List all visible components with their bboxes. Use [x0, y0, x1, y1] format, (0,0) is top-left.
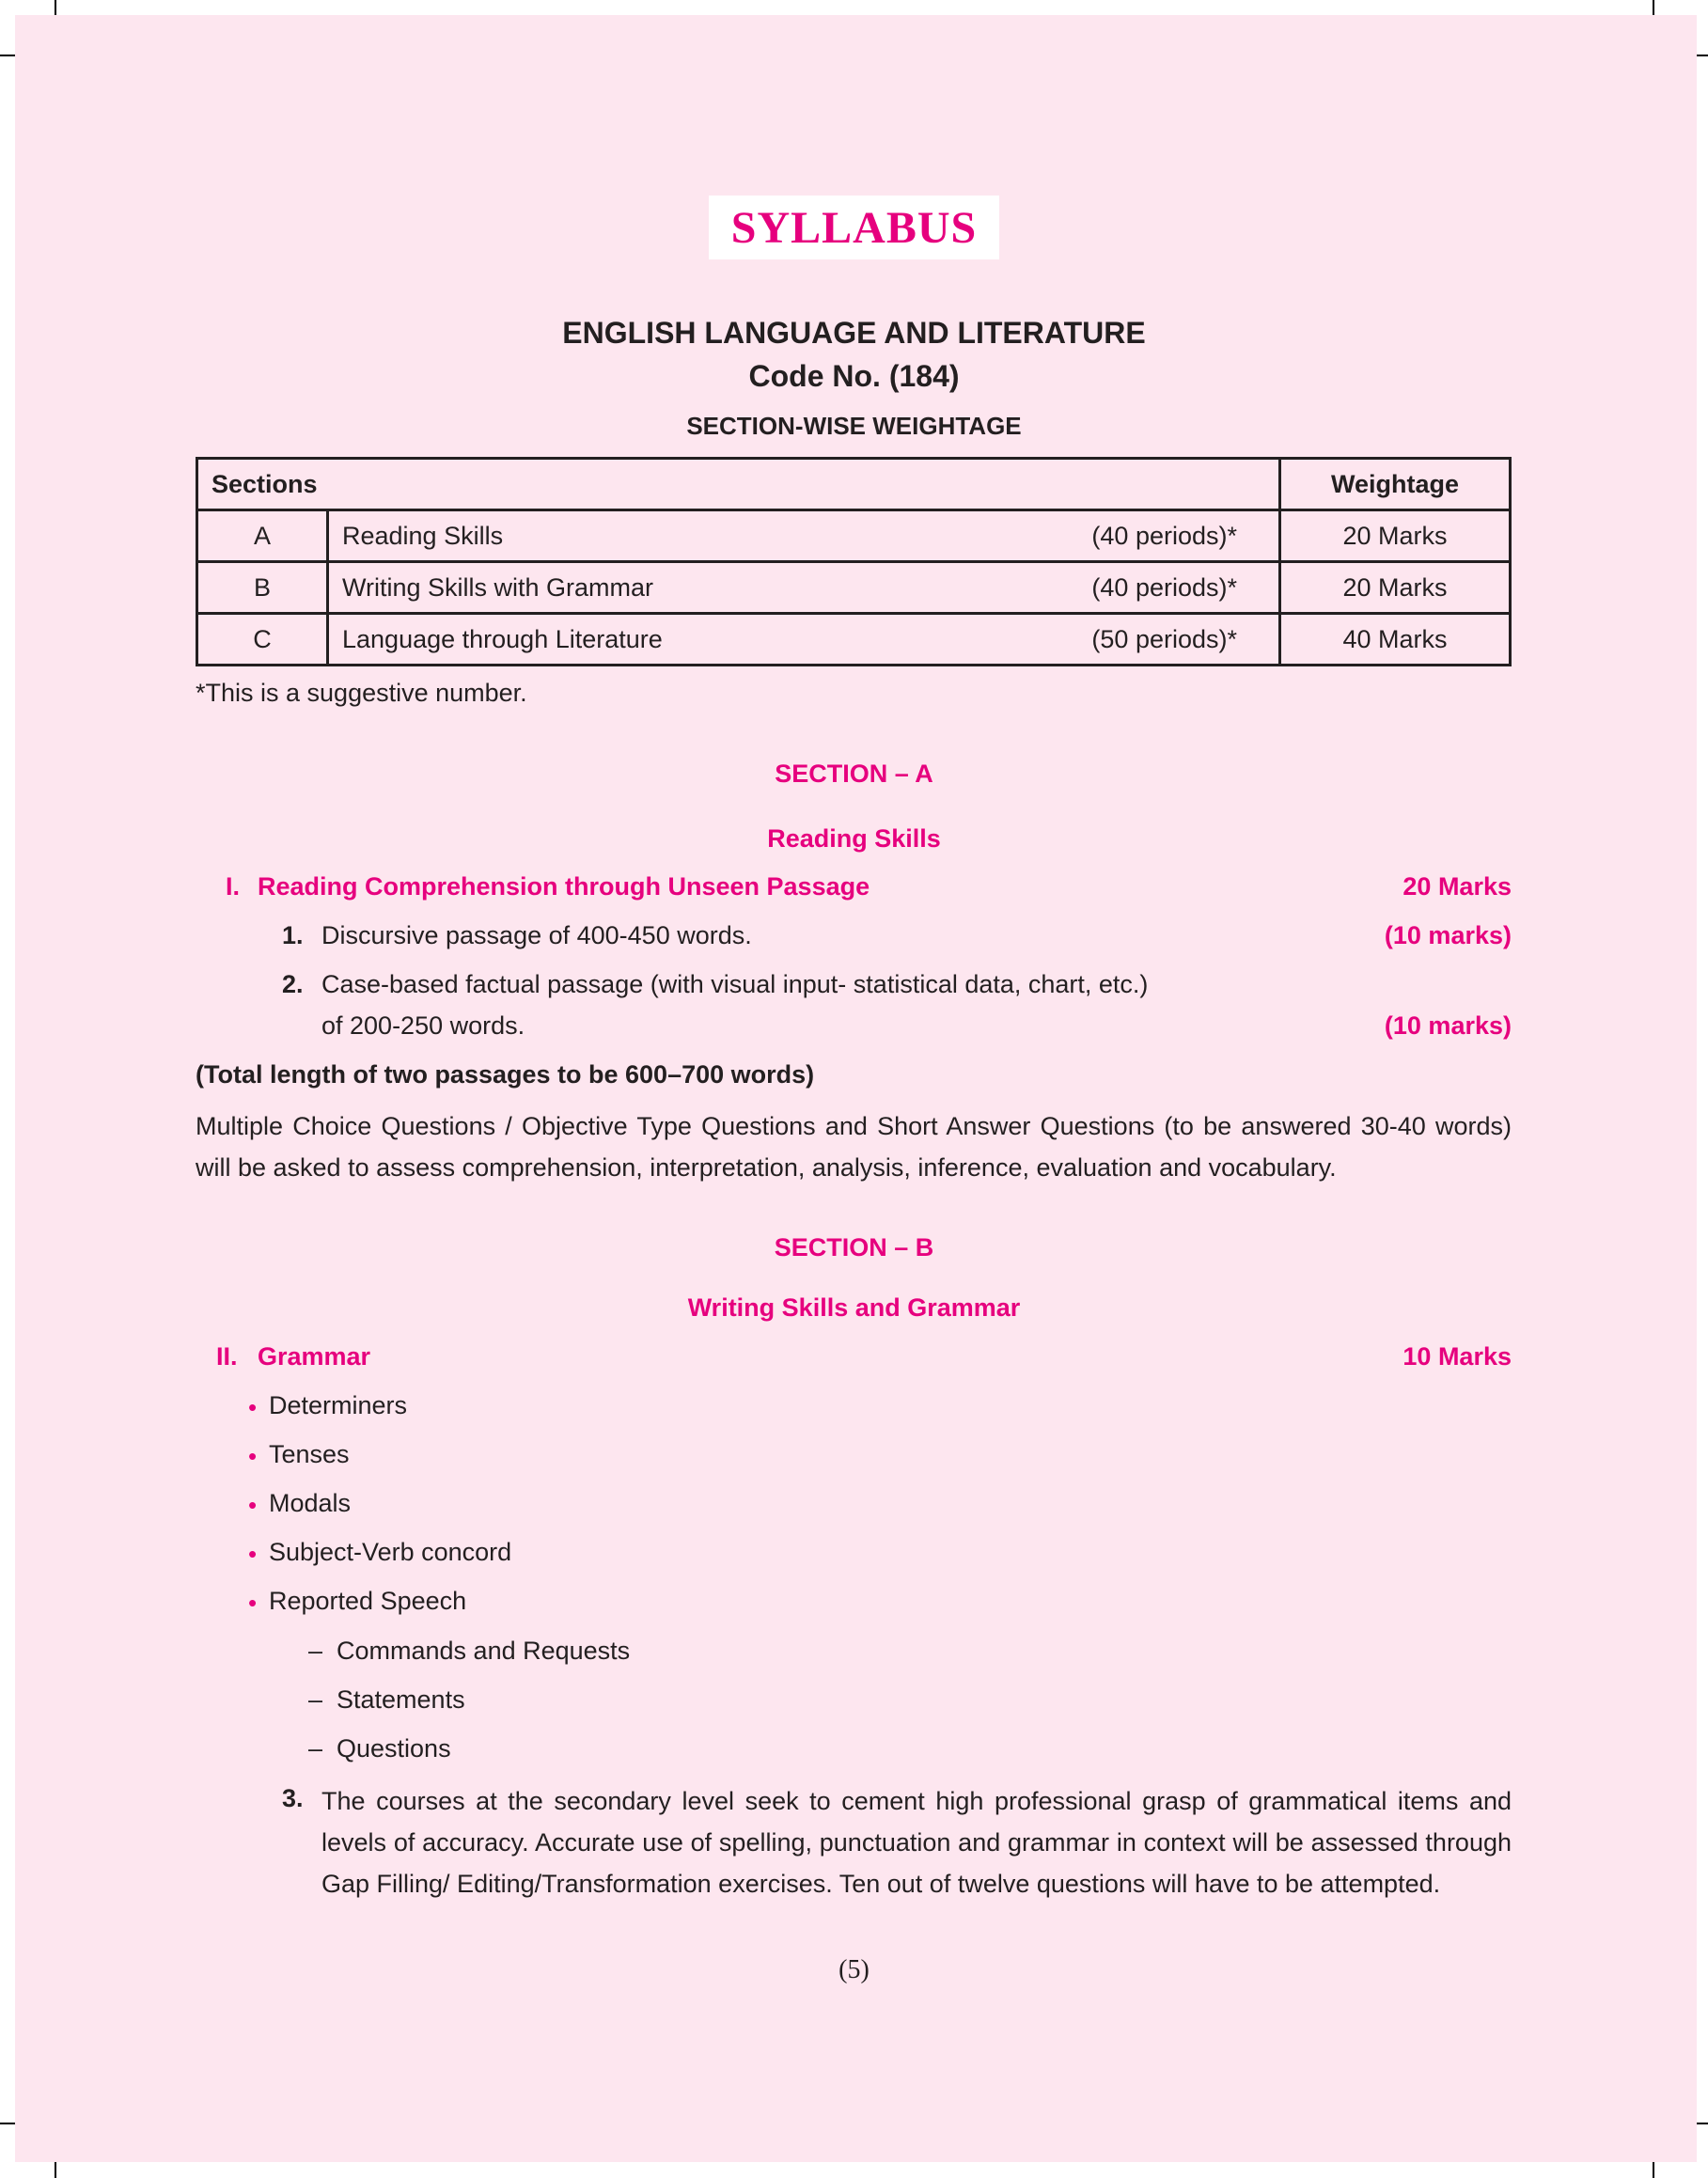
dash-icon: – — [308, 1734, 323, 1763]
page-title: SYLLABUS — [730, 202, 978, 253]
bullet-item — [248, 1391, 408, 1421]
item-3-text: The courses at the secondary level seek to cement high professional grasp of grammatical items and levels of accuracy. Accurate use of spelling, punctuation and grammar in context will be assessed through Gap Filling/ Editing/Transformation exercises. Ten out of twelve questions will have to be attempted. — [321, 1787, 1512, 1898]
part-ii-numeral: II. — [216, 1342, 238, 1371]
cell-name: Reading Skills — [328, 510, 1037, 562]
bullet-text: Determiners — [269, 1391, 408, 1419]
cell-periods: (40 periods)* — [1036, 562, 1280, 614]
item-marks: (10 marks) — [1384, 921, 1512, 949]
syllabus-banner — [709, 196, 999, 259]
bullet-text: Reported Speech — [269, 1587, 467, 1615]
bullet-item — [248, 1538, 512, 1568]
sub-item — [308, 1637, 631, 1666]
page-number: (5) — [838, 1955, 870, 1984]
section-b-heading: SECTION – B — [774, 1233, 934, 1261]
part-i-title: Reading Comprehension through Unseen Passage — [258, 872, 870, 901]
part-ii-title: Grammar — [258, 1342, 371, 1371]
cell-section: A — [197, 510, 328, 562]
cell-marks: 40 Marks — [1280, 614, 1511, 666]
total-length-note: (Total length of two passages to be 600–700 words) — [196, 1060, 815, 1089]
dash-icon: – — [308, 1637, 323, 1665]
cell-section: C — [197, 614, 328, 666]
bullet-text: Modals — [269, 1489, 352, 1517]
code-heading: Code No. (184) — [748, 359, 960, 393]
item-number: 3. — [282, 1784, 304, 1812]
table-row — [197, 510, 1511, 562]
cell-marks: 20 Marks — [1280, 510, 1511, 562]
item-number: 1. — [282, 921, 304, 949]
sub-item — [308, 1734, 451, 1763]
section-b-subheading: Writing Skills and Grammar — [687, 1293, 1021, 1322]
part-i-marks: 20 Marks — [1402, 872, 1512, 901]
table-header-row — [197, 459, 1511, 510]
cell-marks: 20 Marks — [1280, 562, 1511, 614]
header-weightage: Weightage — [1280, 459, 1511, 510]
sub-item-text: Commands and Requests — [337, 1637, 631, 1665]
bullet-icon: • — [248, 1442, 258, 1470]
item-marks: (10 marks) — [1384, 1011, 1512, 1040]
header-sections: Sections — [197, 459, 1280, 510]
cell-name: Language through Literature — [328, 614, 1037, 666]
sub-item-text: Questions — [337, 1734, 451, 1763]
cell-section: B — [197, 562, 328, 614]
sub-item — [308, 1685, 465, 1715]
bullet-text: Subject-Verb concord — [269, 1538, 512, 1566]
bullet-item — [248, 1587, 467, 1617]
bullet-item — [248, 1440, 350, 1470]
part-i-numeral: I. — [226, 872, 241, 901]
item-number: 2. — [282, 970, 304, 998]
subject-heading: ENGLISH LANGUAGE AND LITERATURE — [562, 316, 1146, 350]
weightage-heading: SECTION-WISE WEIGHTAGE — [686, 412, 1022, 440]
dash-icon: – — [308, 1685, 323, 1714]
bullet-icon: • — [248, 1540, 258, 1568]
item-text: of 200-250 words. — [321, 1011, 525, 1040]
bullet-icon: • — [248, 1393, 258, 1421]
cell-periods: (40 periods)* — [1036, 510, 1280, 562]
cell-periods: (50 periods)* — [1036, 614, 1280, 666]
section-a-description: Multiple Choice Questions / Objective Type Questions and Short Answer Questions (to be answered 30-40 words) will be asked to assess comprehension, interpretation, analysis, inference, evaluation and vocabulary. — [196, 1112, 1512, 1182]
bullet-icon: • — [248, 1589, 258, 1617]
section-a-heading: SECTION – A — [775, 760, 933, 788]
item-text: Case-based factual passage (with visual input- statistical data, chart, etc.) — [321, 970, 1149, 998]
section-a-subheading: Reading Skills — [767, 824, 941, 853]
table-row — [197, 614, 1511, 666]
bullet-item — [248, 1489, 352, 1519]
bullet-icon: • — [248, 1491, 258, 1519]
weightage-table — [196, 457, 1512, 666]
table-footnote: *This is a suggestive number. — [196, 679, 527, 707]
sub-item-text: Statements — [337, 1685, 465, 1714]
item-text: Discursive passage of 400-450 words. — [321, 921, 752, 949]
table-row — [197, 562, 1511, 614]
part-ii-marks: 10 Marks — [1402, 1342, 1512, 1371]
bullet-text: Tenses — [269, 1440, 350, 1468]
cell-name: Writing Skills with Grammar — [328, 562, 1037, 614]
